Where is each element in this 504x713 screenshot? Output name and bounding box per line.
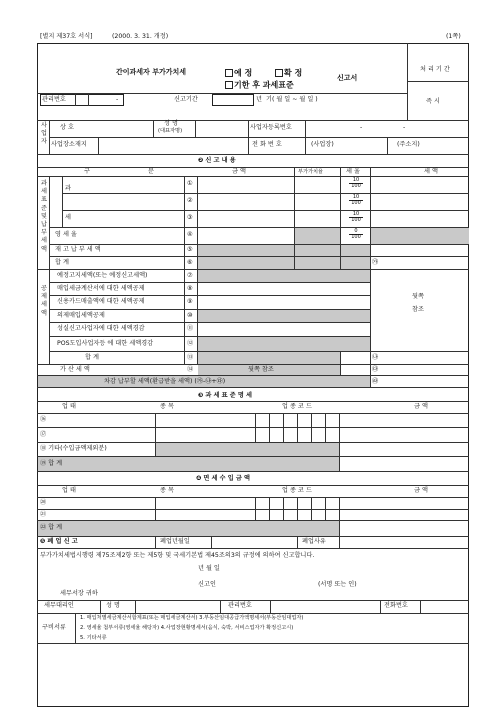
checkbox-hwakjeong[interactable] — [275, 69, 283, 77]
business-name-input[interactable] — [100, 121, 152, 136]
declaration-text: 부가가치세법시행령 제75조제2항 또는 제5항 및 국세기본법 제45조의3의 규정에 의하여 신고합니다. — [40, 552, 315, 559]
phone-label: 전 화 번 호 — [252, 141, 282, 148]
closure-date-input[interactable] — [212, 537, 296, 547]
closure-date-label: 폐업년월일 — [160, 538, 190, 545]
section1-title: ❷ 신 고 내 용 — [198, 157, 236, 164]
addressee: 세무서장 귀하 — [60, 590, 98, 597]
agent-manage-no-input[interactable] — [271, 601, 379, 612]
credit-row-3: 신용카드매출액에 대한 세액공제 — [57, 298, 145, 305]
declaration-date: 년 월 일 — [198, 565, 220, 572]
reg-no-label: 사업자등록번호 — [250, 124, 292, 131]
processing-period-label: 처 리 기 간 — [420, 66, 450, 73]
option-yejeong[interactable]: 예 정 — [225, 69, 252, 78]
credit-row-5: 성실신고사업자에 대한 세액경감 — [57, 325, 145, 332]
row-yeongse: 영 세 율 — [55, 231, 77, 238]
taxbase-row-16[interactable]: ⑯ — [40, 416, 47, 423]
rep-name-input[interactable] — [197, 121, 247, 136]
credit-row-6: POS도입사업자등 에 대한 세액경감 — [57, 340, 154, 347]
credit-row-2: 매입세금계산서에 대한 세액공제 — [57, 285, 145, 292]
period-range: 기( 월 일 ~ 월 일 ) — [266, 96, 318, 103]
agent-label: 세무대리인 — [44, 602, 74, 609]
section3-title: ❹ 면 세 수 입 금 액 — [196, 475, 251, 482]
phone-home[interactable]: (주소지) — [397, 141, 420, 148]
form-revision: (2000. 3. 31. 개정) — [112, 33, 169, 40]
period-year-input[interactable] — [212, 94, 254, 106]
taxbase-row-18[interactable]: ⑱ 기타(수입금액제외분) — [40, 445, 107, 452]
section4-title: ❺ 폐 업 신 고 — [40, 538, 78, 545]
agent-phone-label: 전화번호 — [384, 602, 408, 609]
tax-form-page: [별지 제37호 서식] (2000. 3. 31. 개정) (1쪽) 간이과세자 부가가치세 예 정 확 정 기한 후 과세표준 신고서 처 리 기 간 즉 시 관리번호 - 신고기간 년 기( 월 일 ~ 월 일 ) 사업자 상 호 성 명 (대표자명) 사업자등록번호 - - 사업장소재지 전 화 번 호 (사업장) (주소지) ❷ 신 고 내 용 구 분 금 액 부가가치율 세 율 세 액 과세표준및납부세액 과 세 ① ② ③ ④ ⑤ ⑥ $\frac{10}{100}$ $\frac{10}{100}$ $\frac{10}{100}$ $\frac{0}{100}$ 영 세 율 재 고 납 부 세 액 합 계 ㉮ 공제세액 예정고지세액(또는 예정신고세액) ⑦ 매입세금계산서에 대한 세액공제 ⑧ 신용카드매출액에 대한 세액공제 ⑨ 의제매입세액공제 ⑩ 성실신고사업자에 대한 세액경감 ⑪ POS도입사업자등 에 대한 세액경감 ⑫ 뒷쪽 참조 합 계 ⑬ ㉯ 가 산 세 액 ⑭ 뒷쪽 참조 ㉰ 차감 납부할 세액(환급받을 세액) (㉮-㉯+㉰) ㉱ ❸ 과 세 표 준 명 세 업 태 종 목 업 종 코 드 금 액 ⑯ ⑰ ⑱ 기타(수입금액제외분) ⑲ 합 계 ❹ 면 세 수 입 금 액 업 태 종 목 업 종 코 드 금 액 ⑳ ㉑ ㉒ 합 계 ❺ 폐 업 신 고 폐업년월일 폐업사유 부가가치세법시행령 제75조제2항 또는 제5항 및 국세기본법 제45조의3의 규정에 의하여 신고합니다. 년 월 일 신고인 (서명 또는 인) 세무서장 귀하 세무대리인 성 명 관리번호 전화번호 구비서류 1. 매입처별세금계산서합계표(또는 매입세금계산서) 3.부동산임대공급가액명세서(부동산임대업자) 2. 영세율 첨부서류(영세율 해당자) 4.사업장현황명세서(음식, 숙박, 서비스업자가 확정신고시) 5. 기타서류 — [0, 0, 504, 713]
attachment-line-2: 2. 영세율 첨부서류(영세율 해당자) 4.사업장현황명세서(음식, 숙박, 서비스업자가 확정신고시) — [80, 625, 294, 631]
option-gihanhu[interactable]: 기한 후 과세표준 — [225, 81, 294, 90]
page-number: (1쪽) — [446, 33, 461, 40]
row-jaego: 재 고 납 부 세 액 — [55, 246, 101, 253]
checkbox-yejeong[interactable] — [225, 69, 233, 77]
exempt-row-21[interactable]: ㉑ — [40, 511, 47, 518]
row-hapgye-1: 합 계 — [55, 259, 69, 266]
phone-biz[interactable]: (사업장) — [311, 141, 334, 148]
agent-name-label: 성 명 — [106, 602, 120, 609]
addtax-label: 가 산 세 액 — [60, 366, 90, 373]
agent-manage-no-label: 관리번호 — [228, 602, 252, 609]
credit-total: 합 계 — [85, 354, 99, 361]
exempt-row-20[interactable]: ⑳ — [40, 499, 47, 506]
attachment-line-3: 5. 기타서류 — [80, 635, 107, 641]
section1-side-label: 과세표준및납부세액 — [41, 180, 47, 253]
form-number: [별지 제37호 서식] — [40, 33, 93, 40]
address-input[interactable] — [100, 138, 246, 153]
processing-period-value: 즉 시 — [426, 98, 440, 105]
section2-title: ❸ 과 세 표 준 명 세 — [198, 392, 253, 399]
col-tax-rate: 세 율 — [346, 168, 360, 175]
option-hwakjeong[interactable]: 확 정 — [275, 69, 302, 78]
attachments-label: 구비서류 — [42, 624, 66, 631]
form-title-suffix: 신고서 — [337, 74, 358, 82]
agent-phone-input[interactable] — [421, 601, 468, 612]
credit-side-label: 공제세액 — [41, 285, 47, 317]
payable-tax-label: 차감 납부할 세액(환급받을 세액) (㉮-㉯+㉰) — [104, 378, 226, 385]
business-side-label: 사업자 — [41, 122, 47, 146]
exempt-row-22: ㉒ 합 계 — [40, 524, 63, 531]
form-title-prefix: 간이과세자 부가가치세 — [116, 68, 187, 76]
closure-reason-label: 폐업사유 — [302, 538, 326, 545]
rate-0-100: $\frac{0}{100}$ — [349, 229, 363, 240]
business-name-label: 상 호 — [60, 124, 74, 131]
address-label: 사업장소재지 — [51, 141, 87, 148]
closure-reason-input[interactable] — [340, 537, 468, 547]
taxbase-row-17[interactable]: ⑰ — [40, 431, 47, 438]
credit-row-1: 예정고지세액(또는 예정신고세액) — [57, 272, 148, 279]
rep-name-label: 성 명 — [164, 120, 178, 127]
attachment-line-1: 1. 매입처별세금계산서합계표(또는 매입세금계산서) 3.부동산임대공급가액명세서(부동산임대업자) — [80, 615, 304, 621]
col-tax: 세 액 — [424, 168, 438, 175]
manage-no-label: 관리번호 — [42, 96, 66, 103]
rate-10-100: $\frac{10}{100}$ — [349, 178, 363, 189]
signer-label: 신고인 — [198, 581, 216, 588]
col-amount: 금 액 — [232, 168, 246, 175]
taxbase-row-19: ⑲ 합 계 — [40, 460, 63, 467]
reg-no-input[interactable] — [307, 121, 467, 136]
sign-note[interactable]: (서명 또는 인) — [318, 581, 357, 588]
agent-name-input[interactable] — [136, 601, 219, 612]
checkbox-gihanhu[interactable] — [225, 81, 233, 89]
credit-row-4: 의제매입세액공제 — [57, 312, 105, 319]
col-vat-rate: 부가가치율 — [298, 169, 324, 175]
period-label: 신고기간 — [174, 96, 198, 103]
